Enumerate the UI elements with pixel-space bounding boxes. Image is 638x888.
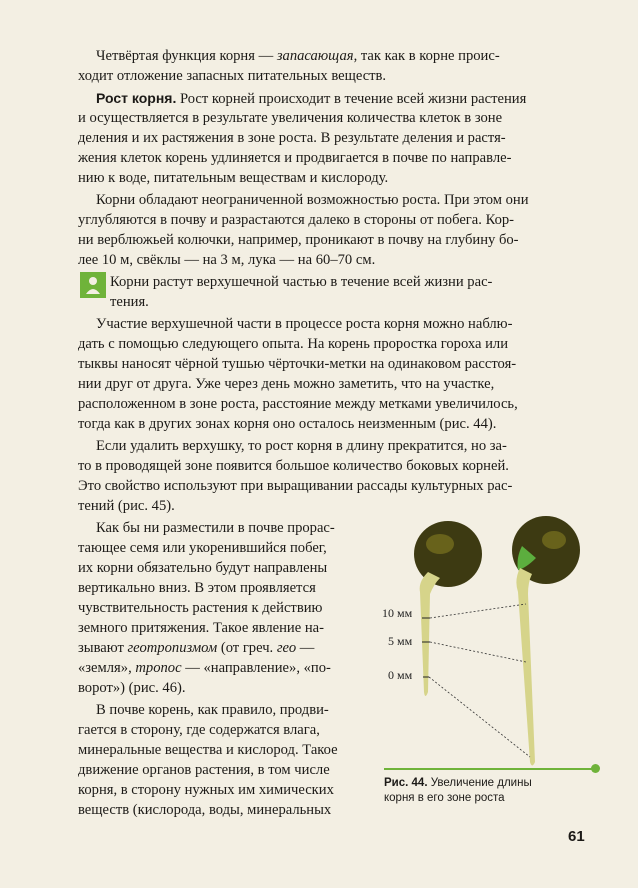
text-line: ни верблюжьей колючки, например, проникают в почву на глубину бо- xyxy=(78,232,519,248)
section-heading: Рост корня. xyxy=(96,90,177,106)
text-line: углубляются в почву и разрастаются далеко в стороны от побега. Кор- xyxy=(78,212,515,228)
text-line: Корни обладают неограниченной возможностью роста. При этом они xyxy=(96,192,529,208)
text-line: нии друг от друга. Уже через день можно заметить, что на участке, xyxy=(78,376,495,392)
text-line: ходит отложение запасных питательных веществ. xyxy=(78,68,387,84)
key-rule-line: тения. xyxy=(110,294,149,310)
text-line: лее 10 м, свёклы — на 3 м, лука — на 60–70 см. xyxy=(78,252,376,268)
text-line: В почве корень, как правило, продви- xyxy=(96,702,329,718)
text-line: Участие верхушечной части в процессе роста корня можно наблю- xyxy=(96,316,513,332)
text-line: «земля», тропос — «направление», «по- xyxy=(78,660,331,676)
text-line: корня, в сторону нужных им химических xyxy=(78,782,334,798)
text-line: тений (рис. 45). xyxy=(78,498,175,514)
text-line: Это свойство используют при выращивании рассады культурных рас- xyxy=(78,478,513,494)
text-line: вертикально вниз. В этом проявляется xyxy=(78,580,316,596)
text-line: тыквы наносят чёрной тушью чёрточки-метки на одинаковом расстоя- xyxy=(78,356,517,372)
text-line: Если удалить верхушку, то рост корня в длину прекратится, но за- xyxy=(96,438,507,454)
scale-label: 10 мм xyxy=(382,606,413,620)
text-line: земного притяжения. Такое явление на- xyxy=(78,620,325,636)
text-line: гается в сторону, где содержатся влага, xyxy=(78,722,320,738)
figure-caption: Рис. 44. Увеличение длины корня в его зоне роста xyxy=(384,777,532,804)
text-line: тогда как в других зонах корня оно осталось неизменным (рис. 44). xyxy=(78,416,497,432)
page-number: 61 xyxy=(568,828,585,845)
text-line: их корни обязательно будут направлены xyxy=(78,560,328,576)
caption-divider-dot xyxy=(591,764,600,773)
text-line: зывают геотропизмом (от греч. гео — xyxy=(78,640,315,656)
text-line: и осуществляется в результате увеличения количества клеток в зоне xyxy=(78,110,503,126)
text-line: тающее семя или укоренившийся побег, xyxy=(78,540,327,556)
text-line: Рост корня. Рост корней происходит в течение всей жизни растения xyxy=(96,90,527,107)
caption-divider xyxy=(384,768,598,770)
text-line: то в проводящей зоне появится большое количество боковых корней. xyxy=(78,458,509,474)
text-line: минеральные вещества и кислород. Такое xyxy=(78,742,338,758)
text-line: дать с помощью следующего опыта. На корень проростка гороха или xyxy=(78,336,509,352)
text-line: чувствительность растения к действию xyxy=(78,600,323,616)
text-line: нию к воде, питательным веществам и кислороду. xyxy=(78,170,389,186)
scale-label: 0 мм xyxy=(388,668,413,682)
text-line: движение органов растения, в том числе xyxy=(78,762,330,778)
text-line: Как бы ни разместили в почве прорас- xyxy=(96,520,335,536)
text-line: жения клеток корень удлиняется и продвигается в почве по направле- xyxy=(78,150,512,166)
text-line: ворот») (рис. 46). xyxy=(78,680,186,696)
text-line: Четвёртая функция корня — запасающая, так как в корне проис- xyxy=(96,48,500,64)
text-line: расположенном в зоне роста, расстояние между метками увеличилось, xyxy=(78,396,518,412)
text-line: деления и их растяжения в зоне роста. В результате деления и растя- xyxy=(78,130,506,146)
text-line: веществ (кислорода, воды, минеральных xyxy=(78,802,332,818)
scale-label: 5 мм xyxy=(388,634,413,648)
key-rule-icon xyxy=(80,272,106,298)
key-rule-line: Корни растут верхушечной частью в течение всей жизни рас- xyxy=(110,274,493,290)
